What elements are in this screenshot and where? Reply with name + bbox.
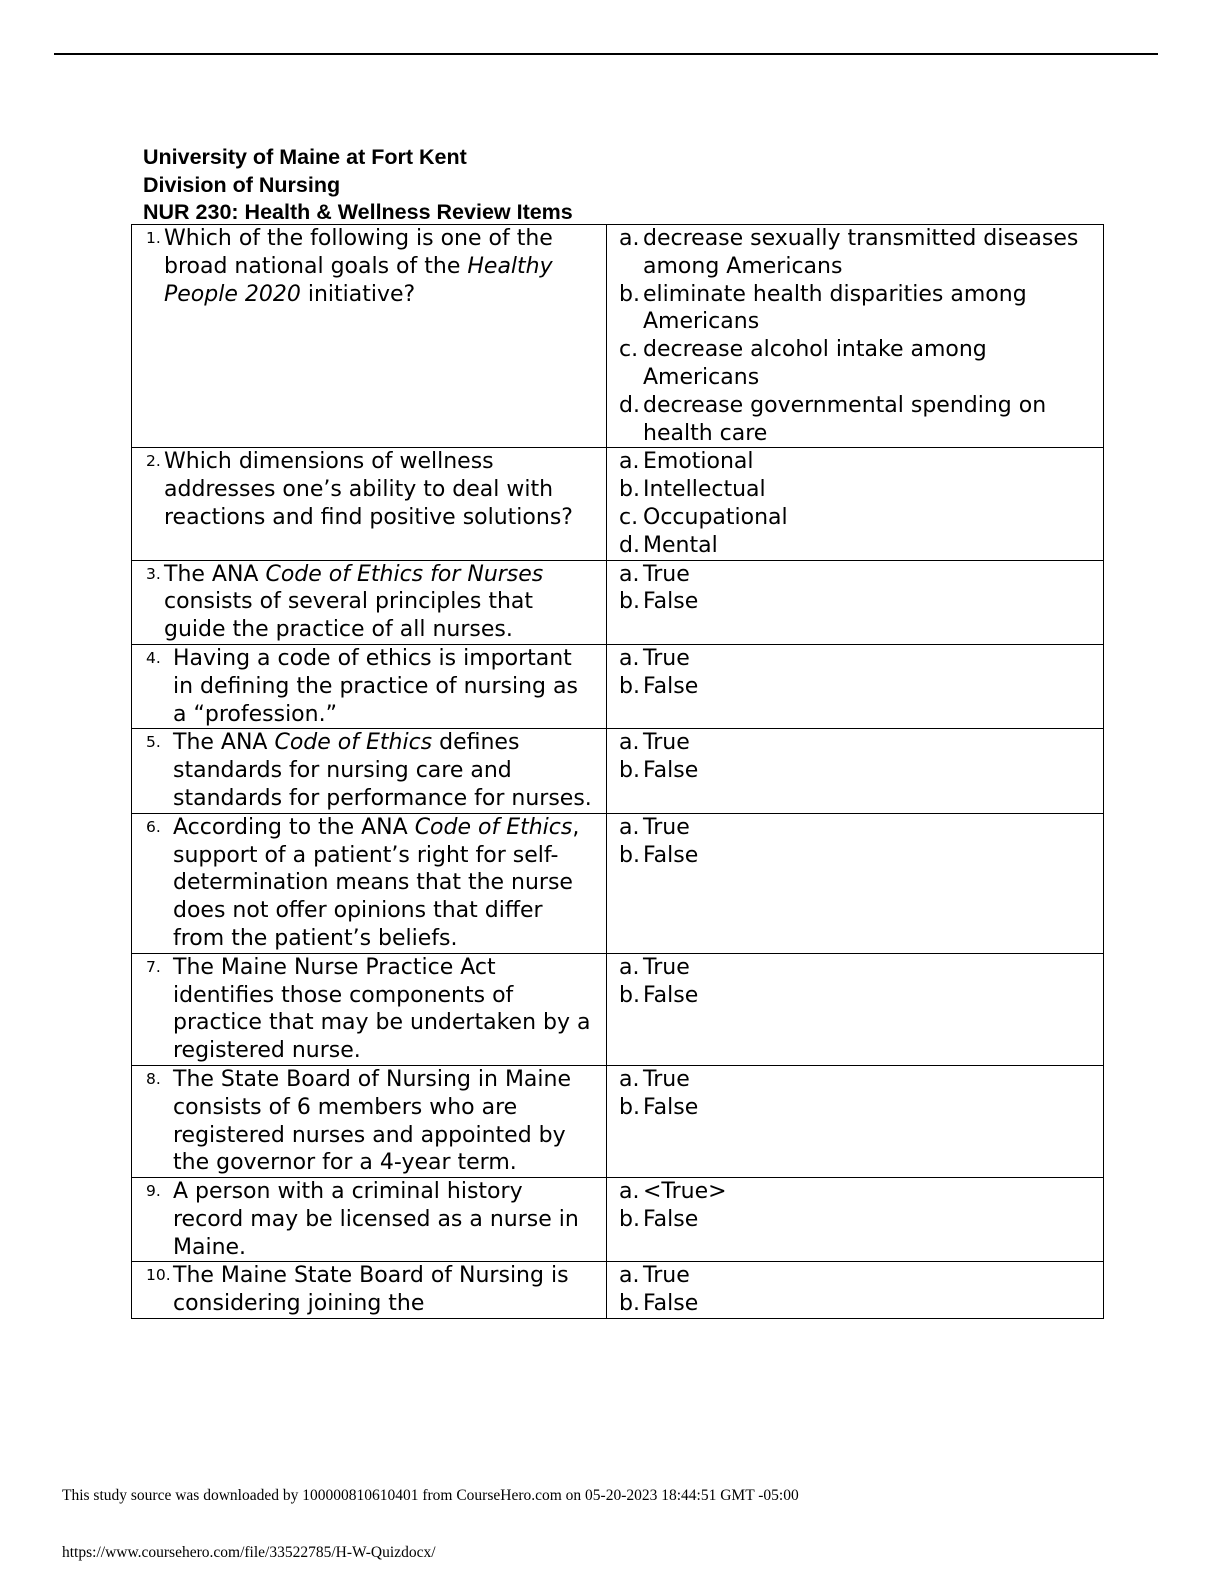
question-text-part: Which dimensions of wellness addresses one’s ability to deal with reactions and find positive solutions?: [164, 449, 573, 530]
answer-option: [619, 1066, 1095, 1094]
answer-option: [619, 392, 1095, 448]
question-text: [173, 1178, 598, 1261]
option-letter: b.: [619, 281, 640, 307]
question-number: 5.: [146, 733, 161, 752]
option-letter: d.: [619, 392, 640, 418]
option-letter: a.: [619, 954, 640, 980]
question-text-part: defines standards for nursing care and standards for performance for nurses.: [173, 730, 592, 811]
option-text: decrease alcohol intake among Americans: [643, 337, 987, 390]
options-cell: [607, 953, 1104, 1065]
option-letter: a.: [619, 730, 640, 756]
options-cell: [607, 448, 1104, 560]
question-text: [173, 954, 598, 1065]
question-row: [132, 1065, 1104, 1177]
division-name: Division of Nursing: [143, 172, 341, 197]
question-text-italic: Code of Ethics for Nurses: [265, 561, 544, 587]
question-cell: [132, 644, 607, 728]
option-letter: b.: [619, 589, 640, 615]
options-cell: [607, 644, 1104, 728]
option-text: False: [643, 673, 699, 699]
question-cell: [132, 1065, 607, 1177]
question-row: [132, 448, 1104, 560]
answer-option: [619, 1178, 1095, 1206]
answer-option: [619, 842, 1095, 870]
answer-option: [619, 1094, 1095, 1122]
option-text: Intellectual: [643, 477, 766, 503]
answer-option: [619, 1206, 1095, 1234]
answer-option: [619, 588, 1095, 616]
option-text: False: [643, 982, 699, 1008]
options-cell: [607, 225, 1104, 448]
option-letter: a.: [619, 561, 640, 587]
options-cell: [607, 1065, 1104, 1177]
option-letter: a.: [619, 1263, 640, 1289]
answer-option: [619, 673, 1095, 701]
question-row: [132, 1262, 1104, 1319]
question-text-part: Having a code of ethics is important in defining the practice of nursing as a “profession.”: [173, 645, 578, 727]
question-text-part: Which of the following is one of the broad national goals of the: [164, 226, 553, 279]
answer-option: [619, 561, 1095, 589]
option-letter: b.: [619, 1291, 640, 1317]
answer-option: [619, 814, 1095, 842]
answer-option: [619, 1290, 1095, 1318]
question-cell: [132, 1178, 607, 1262]
question-text: [164, 225, 598, 308]
question-text-italic: Code of Ethics: [274, 730, 433, 756]
option-text: True: [643, 814, 690, 840]
question-text-part: , support of a patient’s right for self-determination means that the nurse does not offer opinions that differ from the patient’s beliefs.: [173, 814, 580, 951]
options-cell: [607, 1178, 1104, 1262]
option-letter: a.: [619, 1066, 640, 1092]
course-title: NUR 230: Health & Wellness Review Items: [143, 200, 573, 224]
question-row: [132, 813, 1104, 953]
option-letter: a.: [619, 449, 640, 475]
option-text: False: [643, 758, 699, 784]
options-cell: [607, 813, 1104, 953]
question-text-part: The ANA: [173, 730, 275, 756]
option-text: True: [643, 730, 690, 756]
question-number: 8.: [146, 1069, 161, 1088]
question-text: [164, 561, 598, 644]
option-letter: d.: [619, 532, 640, 558]
option-letter: b.: [619, 758, 640, 784]
question-text-part: The Maine Nurse Practice Act identifies those components of practice that may be undertaken by a registered nurse.: [173, 954, 591, 1064]
option-text: False: [643, 842, 699, 868]
answer-option: [619, 336, 1095, 392]
option-letter: a.: [619, 1179, 640, 1205]
option-text: decrease governmental spending on health care: [643, 392, 1047, 446]
question-number: 9.: [146, 1182, 161, 1201]
option-letter: b.: [619, 982, 640, 1008]
answer-option: [619, 729, 1095, 757]
answer-option: [619, 504, 1095, 532]
option-text: False: [643, 589, 699, 615]
question-text: [164, 448, 598, 531]
answer-option: [619, 982, 1095, 1010]
answer-option: [619, 645, 1095, 673]
question-cell: [132, 1262, 607, 1319]
source-url[interactable]: https://www.coursehero.com/file/33522785/H-W-Quizdocx/: [62, 1544, 436, 1561]
question-number: 2.: [146, 452, 161, 471]
question-number: 10.: [146, 1266, 171, 1285]
option-text: Occupational: [643, 504, 788, 530]
question-row: [132, 560, 1104, 644]
question-number: 3.: [146, 564, 161, 583]
question-text-part: The State Board of Nursing in Maine consists of 6 members who are registered nurses and appointed by the governor for a 4-year term.: [173, 1066, 572, 1176]
question-row: [132, 1178, 1104, 1262]
option-text: eliminate health disparities among Americans: [643, 281, 1027, 335]
question-text: [173, 645, 598, 728]
option-letter: b.: [619, 842, 640, 868]
answer-option: [619, 1262, 1095, 1290]
option-letter: a.: [619, 814, 640, 840]
question-number: 4.: [146, 648, 161, 667]
answer-option: [619, 225, 1095, 281]
question-row: [132, 644, 1104, 728]
option-text: True: [643, 561, 690, 587]
answer-option: [619, 757, 1095, 785]
question-number: 7.: [146, 957, 161, 976]
option-text: True: [643, 954, 690, 980]
question-text-part: According to the ANA: [173, 814, 415, 840]
option-text: Emotional: [643, 449, 754, 475]
question-text-part: A person with a criminal history record may be licensed as a nurse in Maine.: [173, 1179, 579, 1260]
option-text: False: [643, 1291, 699, 1317]
option-letter: c.: [619, 504, 639, 530]
university-name: University of Maine at Fort Kent: [143, 145, 467, 169]
option-text: decrease sexually transmitted diseases among Americans: [643, 226, 1079, 279]
question-cell: [132, 225, 607, 448]
option-text: <True>: [643, 1179, 727, 1205]
option-letter: b.: [619, 477, 640, 503]
options-cell: [607, 560, 1104, 644]
question-cell: [132, 813, 607, 953]
answer-option: [619, 448, 1095, 476]
question-text: [173, 729, 598, 812]
option-letter: a.: [619, 645, 640, 671]
question-cell: [132, 729, 607, 813]
option-text: False: [643, 1206, 699, 1232]
top-rule: [54, 53, 1158, 55]
question-text-part: consists of several principles that guide the practice of all nurses.: [164, 589, 534, 643]
option-letter: b.: [619, 1094, 640, 1120]
option-letter: b.: [619, 673, 640, 699]
answer-option: [619, 954, 1095, 982]
option-letter: b.: [619, 1206, 640, 1232]
question-text-part: initiative?: [300, 281, 416, 307]
question-text: [173, 1066, 598, 1177]
option-letter: c.: [619, 337, 639, 363]
question-cell: [132, 560, 607, 644]
question-number: 1.: [146, 229, 161, 247]
question-number: 6.: [146, 817, 161, 836]
options-cell: [607, 1262, 1104, 1319]
option-text: True: [643, 1263, 690, 1289]
answer-option: [619, 476, 1095, 504]
document-header: [143, 144, 573, 227]
download-notice: This study source was downloaded by 100000810610401 from CourseHero.com on 05-20-2023 18:44:51 GMT -05:00: [62, 1487, 799, 1504]
options-cell: [607, 729, 1104, 813]
question-text: [173, 1262, 598, 1318]
option-letter: a.: [619, 226, 640, 251]
option-text: Mental: [643, 532, 718, 558]
answer-option: [619, 281, 1095, 337]
question-text-part: The Maine State Board of Nursing is considering joining the: [173, 1263, 569, 1317]
option-text: True: [643, 645, 690, 671]
question-cell: [132, 448, 607, 560]
question-cell: [132, 953, 607, 1065]
question-text-italic: Code of Ethics: [414, 814, 573, 840]
question-text: [173, 814, 598, 953]
question-row: [132, 225, 1104, 448]
question-row: [132, 953, 1104, 1065]
option-text: False: [643, 1094, 699, 1120]
question-text-part: The ANA: [164, 561, 266, 587]
option-text: True: [643, 1066, 690, 1092]
quiz-table: [131, 224, 1104, 1319]
question-text-italic: Healthy People 2020: [164, 253, 553, 307]
answer-option: [619, 532, 1095, 560]
question-row: [132, 729, 1104, 813]
